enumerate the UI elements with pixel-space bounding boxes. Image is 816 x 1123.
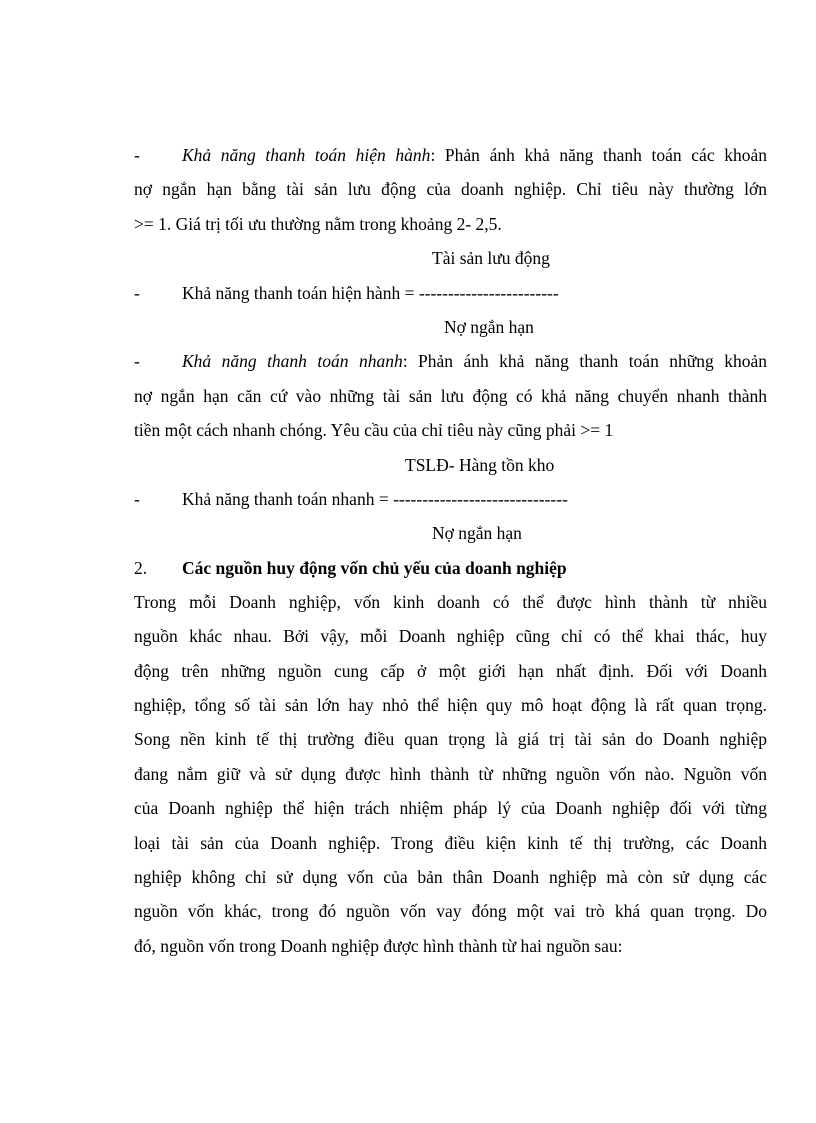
current-ratio-formula bbox=[134, 281, 767, 305]
paragraph-line: Trong mỗi Doanh nghiệp, vốn kinh doanh có thể được hình thành từ nhiều bbox=[134, 592, 767, 612]
section-number: 2. bbox=[134, 558, 148, 578]
quick-ratio-line-3: tiền một cách nhanh chóng. Yêu cầu của chỉ tiêu này cũng phải >= 1 bbox=[134, 420, 614, 440]
bullet-dash: - bbox=[134, 489, 140, 509]
quick-ratio-definition: : Phản ánh khả năng thanh toán những khoản bbox=[402, 351, 767, 371]
quick-ratio-line-1 bbox=[182, 349, 767, 373]
current-ratio-denominator: Nợ ngắn hạn bbox=[444, 317, 534, 337]
quick-ratio-term: Khả năng thanh toán nhanh bbox=[182, 351, 403, 371]
bullet-dash: - bbox=[134, 351, 140, 371]
current-ratio-item bbox=[134, 143, 767, 167]
bullet-dash: - bbox=[134, 283, 140, 303]
quick-ratio-formula-lhs: Khả năng thanh toán nhanh = ------------------------------ bbox=[182, 489, 568, 509]
bullet-dash: - bbox=[134, 145, 140, 165]
paragraph-line: nguồn vốn khác, trong đó nguồn vốn vay đóng một vai trò khá quan trọng. Do bbox=[134, 901, 767, 921]
current-ratio-term: Khả năng thanh toán hiện hành bbox=[182, 145, 431, 165]
section-heading bbox=[134, 556, 767, 580]
paragraph-line: động trên những nguồn cung cấp ở một giới hạn nhất định. Đối với Doanh bbox=[134, 661, 767, 681]
paragraph-line: đang nắm giữ và sử dụng được hình thành từ những nguồn vốn nào. Nguồn vốn bbox=[134, 764, 767, 784]
paragraph-line: của Doanh nghiệp thể hiện trách nhiệm pháp lý của Doanh nghiệp đối với từng bbox=[134, 798, 767, 818]
quick-ratio-item bbox=[134, 349, 767, 373]
paragraph-line: nguồn khác nhau. Bởi vậy, mỗi Doanh nghiệp cũng chỉ có thể khai thác, huy bbox=[134, 626, 767, 646]
paragraph-line: loại tài sản của Doanh nghiệp. Trong điều kiện kinh tế thị trường, các Doanh bbox=[134, 833, 767, 853]
paragraph-last-line: đó, nguồn vốn trong Doanh nghiệp được hình thành từ hai nguồn sau: bbox=[134, 936, 623, 956]
section-title: Các nguồn huy động vốn chủ yếu của doanh nghiệp bbox=[182, 558, 567, 578]
paragraph-line: nghiệp, tổng số tài sản lớn hay nhỏ thể hiện quy mô hoạt động là rất quan trọng. bbox=[134, 695, 767, 715]
paragraph-line: nghiệp không chỉ sử dụng vốn của bản thân Doanh nghiệp mà còn sử dụng các bbox=[134, 867, 767, 887]
current-ratio-formula-lhs: Khả năng thanh toán hiện hành = ------------------------ bbox=[182, 283, 559, 303]
quick-ratio-line-2: nợ ngắn hạn căn cứ vào những tài sản lưu động có khả năng chuyển nhanh thành bbox=[134, 386, 767, 406]
current-ratio-line-1 bbox=[182, 143, 767, 167]
quick-ratio-numerator: TSLĐ- Hàng tồn kho bbox=[405, 455, 555, 475]
current-ratio-numerator: Tài sản lưu động bbox=[432, 248, 550, 268]
quick-ratio-formula bbox=[134, 487, 767, 511]
current-ratio-definition: : Phản ánh khả năng thanh toán các khoản bbox=[430, 145, 767, 165]
quick-ratio-denominator: Nợ ngắn hạn bbox=[432, 523, 522, 543]
current-ratio-line-2: nợ ngắn hạn bằng tài sản lưu động của doanh nghiệp. Chỉ tiêu này thường lớn bbox=[134, 179, 767, 199]
paragraph-line: Song nền kinh tế thị trường điều quan trọng là giá trị tài sản do Doanh nghiệp bbox=[134, 729, 767, 749]
current-ratio-line-3: >= 1. Giá trị tối ưu thường nằm trong khoảng 2- 2,5. bbox=[134, 214, 502, 234]
